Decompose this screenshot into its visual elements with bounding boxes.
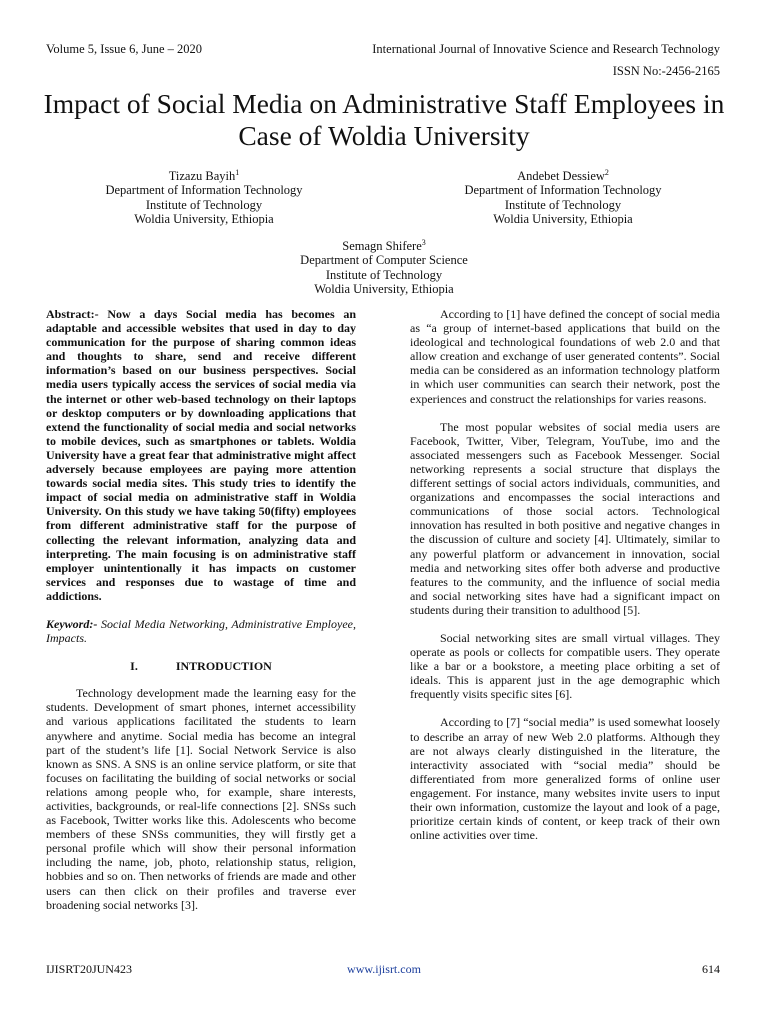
author-block bbox=[443, 166, 683, 226]
author-institute: Institute of Technology bbox=[325, 267, 443, 282]
author-affil-number: 1 bbox=[235, 168, 240, 177]
author-name: Semagn Shifere bbox=[342, 239, 422, 254]
paper-code: IJISRT20JUN423 bbox=[46, 962, 132, 976]
body-paragraph: According to [7] “social media” is used somewhat loosely to describe an array of new Web 2.0 platforms. Although they are not always clearly distinguished in the literature, the interactivity associated with “social media” should be differentiated from more generalized forms of online user engagement. For instance, many websites invite users to input their own information, customize the layout and look of a page, prioritize certain kinds of content, or keep track of their own online activities over time. bbox=[410, 715, 720, 843]
section-number: I. bbox=[130, 659, 138, 674]
author-block bbox=[264, 236, 504, 296]
abstract: Abstract:- Now a days Social media has becomes an adaptable and accessible websites that used in day to day communication for the purpose of sharing common ideas and thoughts to share, send and receive different information’s based on our business perspectives. Social media users typically access the services of social media via the internet or other web-based technology on their laptops or desktop computers or by downloading applications that extend the functionality of social media and social networks to mobile devices, such as smartphones or tablets. Woldia University have a great fear that administrative might affect adversely because employees are paying more attention towards social media sites. This study tries to identify the impact of social media on administrative staff in Woldia University. On this study we have taking 50(fifty) employees from different administrative staff for the purpose of collecting the relevant information, analyzing data and interpreting. The main focusing is on administrative staff employer unintentionally it has impacts on customer services and responses due to wastage of time and addictions. bbox=[46, 307, 356, 603]
section-title: INTRODUCTION bbox=[175, 659, 272, 674]
keywords-label: Keyword:- bbox=[46, 616, 98, 631]
author-affil-number: 2 bbox=[604, 168, 609, 177]
author-institute: Institute of Technology bbox=[504, 197, 622, 212]
journal-name: International Journal of Innovative Science and Research Technology bbox=[372, 42, 720, 56]
left-column bbox=[46, 307, 356, 912]
author-university: Woldia University, Ethiopia bbox=[314, 281, 454, 296]
author-name: Tizazu Bayih bbox=[168, 169, 236, 184]
issn: ISSN No:-2456-2165 bbox=[612, 64, 720, 78]
intro-paragraph: Technology development made the learning easy for the students. Development of smart phones, internet accessibility and various applications facilitated the students to learn anywhere and anytime. Social media has become an integral part of the student’s life [1]. Social Network Service is also known as SNS. A SNS is an online service platform, or site that focuses on facilitating the building of social networks or social relations among people who, for example, share interests, activities, backgrounds, or real-life connections [2]. SNSs such as Facebook, Twitter works like this. Adolescents who become members of these SNSs communities, they will firstly get a personal profile which will show their personal information including the name, job, photo, relationship status, religion, hobbies and so on. Then networks of friends are made and other users can then click on their profiles and traverse ever broadening social networks [3]. bbox=[46, 686, 356, 912]
author-affil-number: 3 bbox=[421, 238, 426, 247]
author-university: Woldia University, Ethiopia bbox=[493, 211, 633, 226]
body-paragraph: According to [1] have defined the concept of social media as “a group of internet-based applications that build on the ideological and technological foundations of web 2.0 and that allow creation and exchange of user generated contents”. Social media can be considered as an information technology platform in which user communities can search their network, post the experiences and construct the relationships for varies reasons. bbox=[410, 307, 720, 406]
author-department: Department of Information Technology bbox=[105, 183, 303, 198]
author-name: Andebet Dessiew bbox=[517, 169, 605, 184]
author-department: Department of Computer Science bbox=[300, 253, 468, 268]
author-block bbox=[84, 166, 324, 226]
body-paragraph: The most popular websites of social media users are Facebook, Twitter, Viber, Telegram, YouTube, imo and the associated messengers such as Facebook Messenger. Social networking represents a social structure that displays the different settings of social actors individuals, communities, and organizations and encompasses the social interactions and communications of those social actors. Technological innovation has resulted in both positive and negative changes in the discussion of culture and society [4]. Ultimately, similar to any powerful platform or advancement in innovation, social media and networking sites offer both adverse and productive features to the community, and the influence of social media and social networking sites have had a significant impact on students during their transition to adulthood [5]. bbox=[410, 419, 720, 617]
author-department: Department of Information Technology bbox=[464, 183, 662, 198]
paper-title: Impact of Social Media on Administrative Staff Employees in Case of Woldia University bbox=[43, 88, 725, 151]
journal-volume: Volume 5, Issue 6, June – 2020 bbox=[46, 42, 203, 56]
section-heading bbox=[46, 659, 356, 673]
journal-url-link[interactable]: www.ijisrt.com bbox=[347, 962, 421, 976]
keywords-text: Social Media Networking, Administrative Employee, Impacts. bbox=[46, 616, 356, 646]
right-column bbox=[410, 307, 720, 842]
keywords bbox=[46, 617, 356, 645]
author-institute: Institute of Technology bbox=[145, 197, 263, 212]
body-paragraph: Social networking sites are small virtual villages. They operate as pools or collects for compatible users. They operate like a bar or a bookstore, a meeting place orbiting a set of ideals. This is apparent just in the age demographic which frequently visits specific sites [6]. bbox=[410, 630, 720, 702]
author-university: Woldia University, Ethiopia bbox=[134, 211, 274, 226]
page-number: 614 bbox=[702, 962, 720, 976]
